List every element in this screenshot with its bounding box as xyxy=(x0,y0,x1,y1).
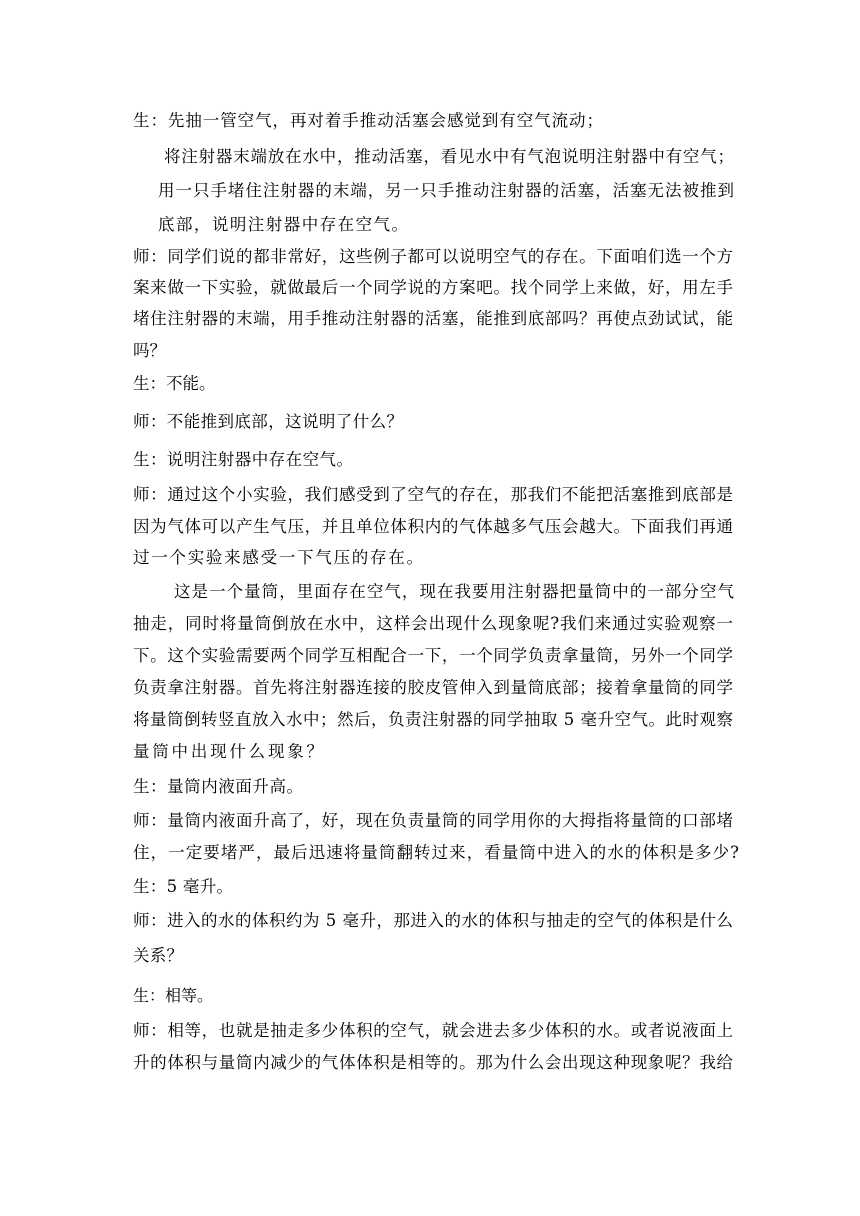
text-line: 案来做一下实验，就做最后一个同学说的方案吧。找个同学上来做，好，用左手 xyxy=(133,278,734,297)
text-line: 生：说明注射器中存在空气。 xyxy=(133,450,354,469)
text-line: 升的体积与量筒内减少的气体体积是相等的。那为什么会出现这种现象呢？我给 xyxy=(133,1053,734,1072)
text-line: 关系？ xyxy=(133,946,184,965)
text-line: 住，一定要堵严，最后迅速将量筒翻转过来，看量筒中进入的水的体积是多少? xyxy=(133,843,741,862)
text-line: 生：相等。 xyxy=(133,986,214,1005)
text-line: 用一只手堵住注射器的末端，另一只手推动注射器的活塞，活塞无法被推到 xyxy=(158,181,735,200)
text-line: 将注射器末端放在水中，推动活塞，看见水中有气泡说明注射器中有空气； xyxy=(164,147,735,166)
text-line: 生：5 毫升。 xyxy=(133,877,234,896)
text-line: 抽走，同时将量筒倒放在水中，这样会出现什么现象呢?我们来通过实验观察一 xyxy=(133,614,734,633)
text-line: 这是一个量筒，里面存在空气，现在我要用注射器把量筒中的一部分空气 xyxy=(174,582,736,601)
text-line: 量筒中出现什么现象？ xyxy=(133,742,326,761)
text-line: 师：量筒内液面升高了，好，现在负责量筒的同学用你的大拇指将量筒的口部堵 xyxy=(133,811,734,830)
text-line: 生：不能。 xyxy=(133,374,216,393)
text-line: 生：先抽一管空气，再对着手推动活塞会感觉到有空气流动； xyxy=(133,111,604,130)
text-line: 师：通过这个小实验，我们感受到了空气的存在，那我们不能把活塞推到底部是 xyxy=(133,485,734,504)
text-line: 负责拿注射器。首先将注射器连接的胶皮管伸入到量筒底部；接着拿量筒的同学 xyxy=(133,678,734,697)
text-line: 师：相等，也就是抽走多少体积的空气，就会进去多少体积的水。或者说液面上 xyxy=(133,1021,734,1040)
text-line: 师：进入的水的体积约为 5 毫升，那进入的水的体积与抽走的空气的体积是什么 xyxy=(133,911,734,930)
text-line: 底部，说明注射器中存在空气。 xyxy=(158,215,410,234)
text-line: 因为气体可以产生气压，并且单位体积内的气体越多气压会越大。下面我们再通 xyxy=(133,517,734,536)
text-line: 师：同学们说的都非常好，这些例子都可以说明空气的存在。下面咱们选一个方 xyxy=(133,247,734,266)
text-line: 师：不能推到底部，这说明了什么？ xyxy=(133,412,404,431)
text-line: 将量筒倒转竖直放入水中；然后，负责注射器的同学抽取 5 毫升空气。此时观察 xyxy=(133,710,734,729)
text-line: 生：量筒内液面升高。 xyxy=(133,777,304,796)
text-line: 堵住注射器的末端，用手推动注射器的活塞，能推到底部吗？再使点劲试试，能 xyxy=(133,309,734,328)
text-line: 下。这个实验需要两个同学互相配合一下，一个同学负责拿量筒，另外一个同学 xyxy=(133,646,734,665)
text-line: 吗？ xyxy=(133,341,166,360)
text-line: 过一个实验来感受一下气压的存在。 xyxy=(133,548,425,567)
